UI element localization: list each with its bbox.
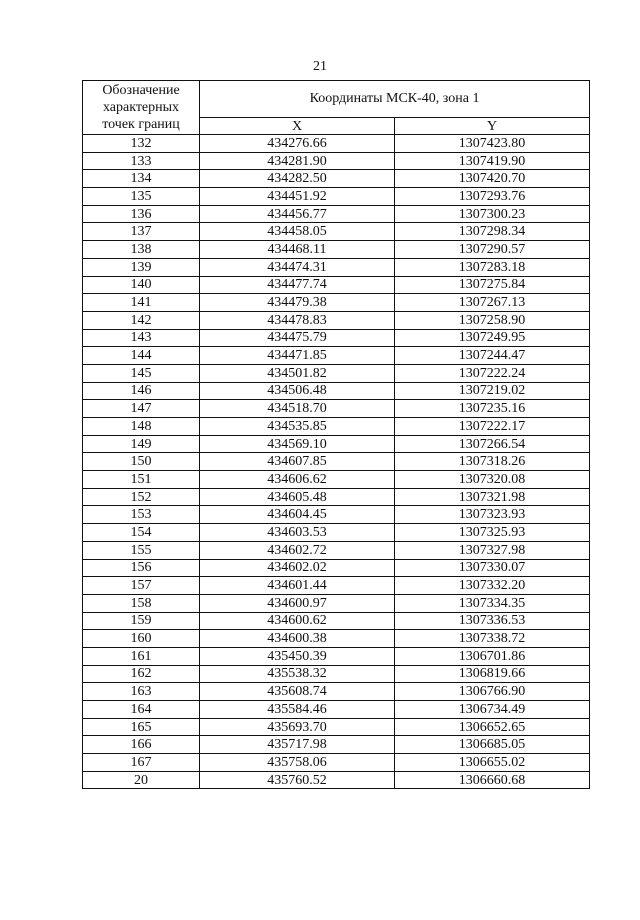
point-id-cell: 153 bbox=[83, 506, 200, 524]
point-id-cell: 143 bbox=[83, 329, 200, 347]
point-designation-header bbox=[83, 81, 200, 135]
point-id-cell: 144 bbox=[83, 347, 200, 365]
y-coordinate-cell: 1307275.84 bbox=[395, 276, 590, 294]
x-coordinate-cell: 434282.50 bbox=[200, 170, 395, 188]
x-coordinate-cell: 435760.52 bbox=[200, 771, 395, 789]
x-coordinate-cell: 434501.82 bbox=[200, 364, 395, 382]
table-row bbox=[83, 683, 590, 701]
x-coordinate-cell: 434600.97 bbox=[200, 594, 395, 612]
y-column-header: Y bbox=[395, 118, 590, 135]
point-id-cell: 135 bbox=[83, 188, 200, 206]
y-coordinate-cell: 1307266.54 bbox=[395, 435, 590, 453]
x-coordinate-cell: 434600.62 bbox=[200, 612, 395, 630]
x-coordinate-cell: 435717.98 bbox=[200, 736, 395, 754]
y-coordinate-cell: 1307330.07 bbox=[395, 559, 590, 577]
x-coordinate-cell: 434478.83 bbox=[200, 311, 395, 329]
x-column-header: X bbox=[200, 118, 395, 135]
point-id-cell: 138 bbox=[83, 241, 200, 259]
y-coordinate-cell: 1307249.95 bbox=[395, 329, 590, 347]
table-row bbox=[83, 188, 590, 206]
x-coordinate-cell: 435450.39 bbox=[200, 647, 395, 665]
x-coordinate-cell: 434602.02 bbox=[200, 559, 395, 577]
table-header bbox=[83, 81, 590, 135]
y-coordinate-cell: 1307419.90 bbox=[395, 152, 590, 170]
x-coordinate-cell: 434606.62 bbox=[200, 471, 395, 489]
x-coordinate-cell: 434479.38 bbox=[200, 294, 395, 312]
y-coordinate-cell: 1307336.53 bbox=[395, 612, 590, 630]
table-row bbox=[83, 418, 590, 436]
x-coordinate-cell: 435608.74 bbox=[200, 683, 395, 701]
y-coordinate-cell: 1306819.66 bbox=[395, 665, 590, 683]
y-coordinate-cell: 1307219.02 bbox=[395, 382, 590, 400]
table-row bbox=[83, 577, 590, 595]
table-row bbox=[83, 754, 590, 772]
point-id-cell: 167 bbox=[83, 754, 200, 772]
y-coordinate-cell: 1307320.08 bbox=[395, 471, 590, 489]
x-coordinate-cell: 434456.77 bbox=[200, 205, 395, 223]
x-coordinate-cell: 434535.85 bbox=[200, 418, 395, 436]
point-id-cell: 140 bbox=[83, 276, 200, 294]
table-row bbox=[83, 400, 590, 418]
x-coordinate-cell: 434607.85 bbox=[200, 453, 395, 471]
point-id-cell: 149 bbox=[83, 435, 200, 453]
x-coordinate-cell: 434451.92 bbox=[200, 188, 395, 206]
y-coordinate-cell: 1307293.76 bbox=[395, 188, 590, 206]
table-row bbox=[83, 612, 590, 630]
y-coordinate-cell: 1307321.98 bbox=[395, 488, 590, 506]
point-id-cell: 147 bbox=[83, 400, 200, 418]
y-coordinate-cell: 1306655.02 bbox=[395, 754, 590, 772]
table-row bbox=[83, 170, 590, 188]
table-row bbox=[83, 718, 590, 736]
table-row bbox=[83, 223, 590, 241]
x-coordinate-cell: 434600.38 bbox=[200, 630, 395, 648]
point-id-cell: 165 bbox=[83, 718, 200, 736]
y-coordinate-cell: 1307327.98 bbox=[395, 541, 590, 559]
table-row bbox=[83, 630, 590, 648]
x-coordinate-cell: 434603.53 bbox=[200, 524, 395, 542]
point-id-cell: 156 bbox=[83, 559, 200, 577]
x-coordinate-cell: 434281.90 bbox=[200, 152, 395, 170]
point-id-cell: 160 bbox=[83, 630, 200, 648]
point-id-cell: 161 bbox=[83, 647, 200, 665]
x-coordinate-cell: 434468.11 bbox=[200, 241, 395, 259]
y-coordinate-cell: 1306652.65 bbox=[395, 718, 590, 736]
x-coordinate-cell: 434518.70 bbox=[200, 400, 395, 418]
point-id-cell: 141 bbox=[83, 294, 200, 312]
y-coordinate-cell: 1307334.35 bbox=[395, 594, 590, 612]
x-coordinate-cell: 434276.66 bbox=[200, 135, 395, 153]
table-row bbox=[83, 329, 590, 347]
table-body bbox=[83, 135, 590, 789]
y-coordinate-cell: 1307290.57 bbox=[395, 241, 590, 259]
table-row bbox=[83, 541, 590, 559]
point-id-cell: 157 bbox=[83, 577, 200, 595]
point-id-cell: 152 bbox=[83, 488, 200, 506]
point-designation-line-1: Обозначение bbox=[102, 83, 180, 98]
x-coordinate-cell: 434475.79 bbox=[200, 329, 395, 347]
table-row bbox=[83, 364, 590, 382]
x-coordinate-cell: 435584.46 bbox=[200, 701, 395, 719]
table-row bbox=[83, 736, 590, 754]
y-coordinate-cell: 1307222.17 bbox=[395, 418, 590, 436]
point-id-cell: 159 bbox=[83, 612, 200, 630]
x-coordinate-cell: 434474.31 bbox=[200, 258, 395, 276]
point-id-cell: 166 bbox=[83, 736, 200, 754]
y-coordinate-cell: 1306701.86 bbox=[395, 647, 590, 665]
point-id-cell: 145 bbox=[83, 364, 200, 382]
x-coordinate-cell: 434471.85 bbox=[200, 347, 395, 365]
point-id-cell: 137 bbox=[83, 223, 200, 241]
table-row bbox=[83, 647, 590, 665]
point-id-cell: 133 bbox=[83, 152, 200, 170]
y-coordinate-cell: 1307338.72 bbox=[395, 630, 590, 648]
point-id-cell: 158 bbox=[83, 594, 200, 612]
table-row bbox=[83, 205, 590, 223]
point-id-cell: 150 bbox=[83, 453, 200, 471]
y-coordinate-cell: 1307267.13 bbox=[395, 294, 590, 312]
table-row bbox=[83, 524, 590, 542]
page-number: 21 bbox=[313, 59, 327, 74]
y-coordinate-cell: 1307423.80 bbox=[395, 135, 590, 153]
table-row bbox=[83, 294, 590, 312]
table-row bbox=[83, 241, 590, 259]
x-coordinate-cell: 434602.72 bbox=[200, 541, 395, 559]
y-coordinate-cell: 1307300.23 bbox=[395, 205, 590, 223]
point-id-cell: 134 bbox=[83, 170, 200, 188]
x-coordinate-cell: 435693.70 bbox=[200, 718, 395, 736]
y-coordinate-cell: 1307244.47 bbox=[395, 347, 590, 365]
table-row bbox=[83, 276, 590, 294]
coordinates-group-header: Координаты МСК-40, зона 1 bbox=[200, 81, 590, 118]
point-id-cell: 139 bbox=[83, 258, 200, 276]
table-row bbox=[83, 594, 590, 612]
y-coordinate-cell: 1306685.05 bbox=[395, 736, 590, 754]
table-row bbox=[83, 258, 590, 276]
table-row bbox=[83, 347, 590, 365]
table-row bbox=[83, 382, 590, 400]
table-row bbox=[83, 559, 590, 577]
table-row bbox=[83, 506, 590, 524]
point-id-cell: 20 bbox=[83, 771, 200, 789]
point-id-cell: 151 bbox=[83, 471, 200, 489]
table-row bbox=[83, 152, 590, 170]
table-row bbox=[83, 488, 590, 506]
y-coordinate-cell: 1307325.93 bbox=[395, 524, 590, 542]
table-row bbox=[83, 135, 590, 153]
table-row bbox=[83, 701, 590, 719]
y-coordinate-cell: 1307235.16 bbox=[395, 400, 590, 418]
point-id-cell: 163 bbox=[83, 683, 200, 701]
table-row bbox=[83, 771, 590, 789]
point-id-cell: 154 bbox=[83, 524, 200, 542]
point-designation-line-3: точек границ bbox=[102, 117, 180, 132]
x-coordinate-cell: 434569.10 bbox=[200, 435, 395, 453]
table-row bbox=[83, 471, 590, 489]
x-coordinate-cell: 434605.48 bbox=[200, 488, 395, 506]
x-coordinate-cell: 434601.44 bbox=[200, 577, 395, 595]
y-coordinate-cell: 1307420.70 bbox=[395, 170, 590, 188]
table-row bbox=[83, 435, 590, 453]
table-row bbox=[83, 665, 590, 683]
point-id-cell: 162 bbox=[83, 665, 200, 683]
x-coordinate-cell: 434604.45 bbox=[200, 506, 395, 524]
table-row bbox=[83, 311, 590, 329]
point-designation-line-2: характерных bbox=[102, 100, 180, 115]
y-coordinate-cell: 1306734.49 bbox=[395, 701, 590, 719]
y-coordinate-cell: 1307332.20 bbox=[395, 577, 590, 595]
y-coordinate-cell: 1306766.90 bbox=[395, 683, 590, 701]
y-coordinate-cell: 1307222.24 bbox=[395, 364, 590, 382]
y-coordinate-cell: 1307283.18 bbox=[395, 258, 590, 276]
point-id-cell: 136 bbox=[83, 205, 200, 223]
x-coordinate-cell: 434477.74 bbox=[200, 276, 395, 294]
point-id-cell: 155 bbox=[83, 541, 200, 559]
point-id-cell: 142 bbox=[83, 311, 200, 329]
x-coordinate-cell: 434506.48 bbox=[200, 382, 395, 400]
coordinates-table bbox=[82, 80, 590, 789]
x-coordinate-cell: 435758.06 bbox=[200, 754, 395, 772]
x-coordinate-cell: 435538.32 bbox=[200, 665, 395, 683]
point-id-cell: 146 bbox=[83, 382, 200, 400]
y-coordinate-cell: 1307298.34 bbox=[395, 223, 590, 241]
x-coordinate-cell: 434458.05 bbox=[200, 223, 395, 241]
y-coordinate-cell: 1307323.93 bbox=[395, 506, 590, 524]
point-id-cell: 132 bbox=[83, 135, 200, 153]
y-coordinate-cell: 1307258.90 bbox=[395, 311, 590, 329]
y-coordinate-cell: 1307318.26 bbox=[395, 453, 590, 471]
point-id-cell: 164 bbox=[83, 701, 200, 719]
y-coordinate-cell: 1306660.68 bbox=[395, 771, 590, 789]
table-row bbox=[83, 453, 590, 471]
point-id-cell: 148 bbox=[83, 418, 200, 436]
